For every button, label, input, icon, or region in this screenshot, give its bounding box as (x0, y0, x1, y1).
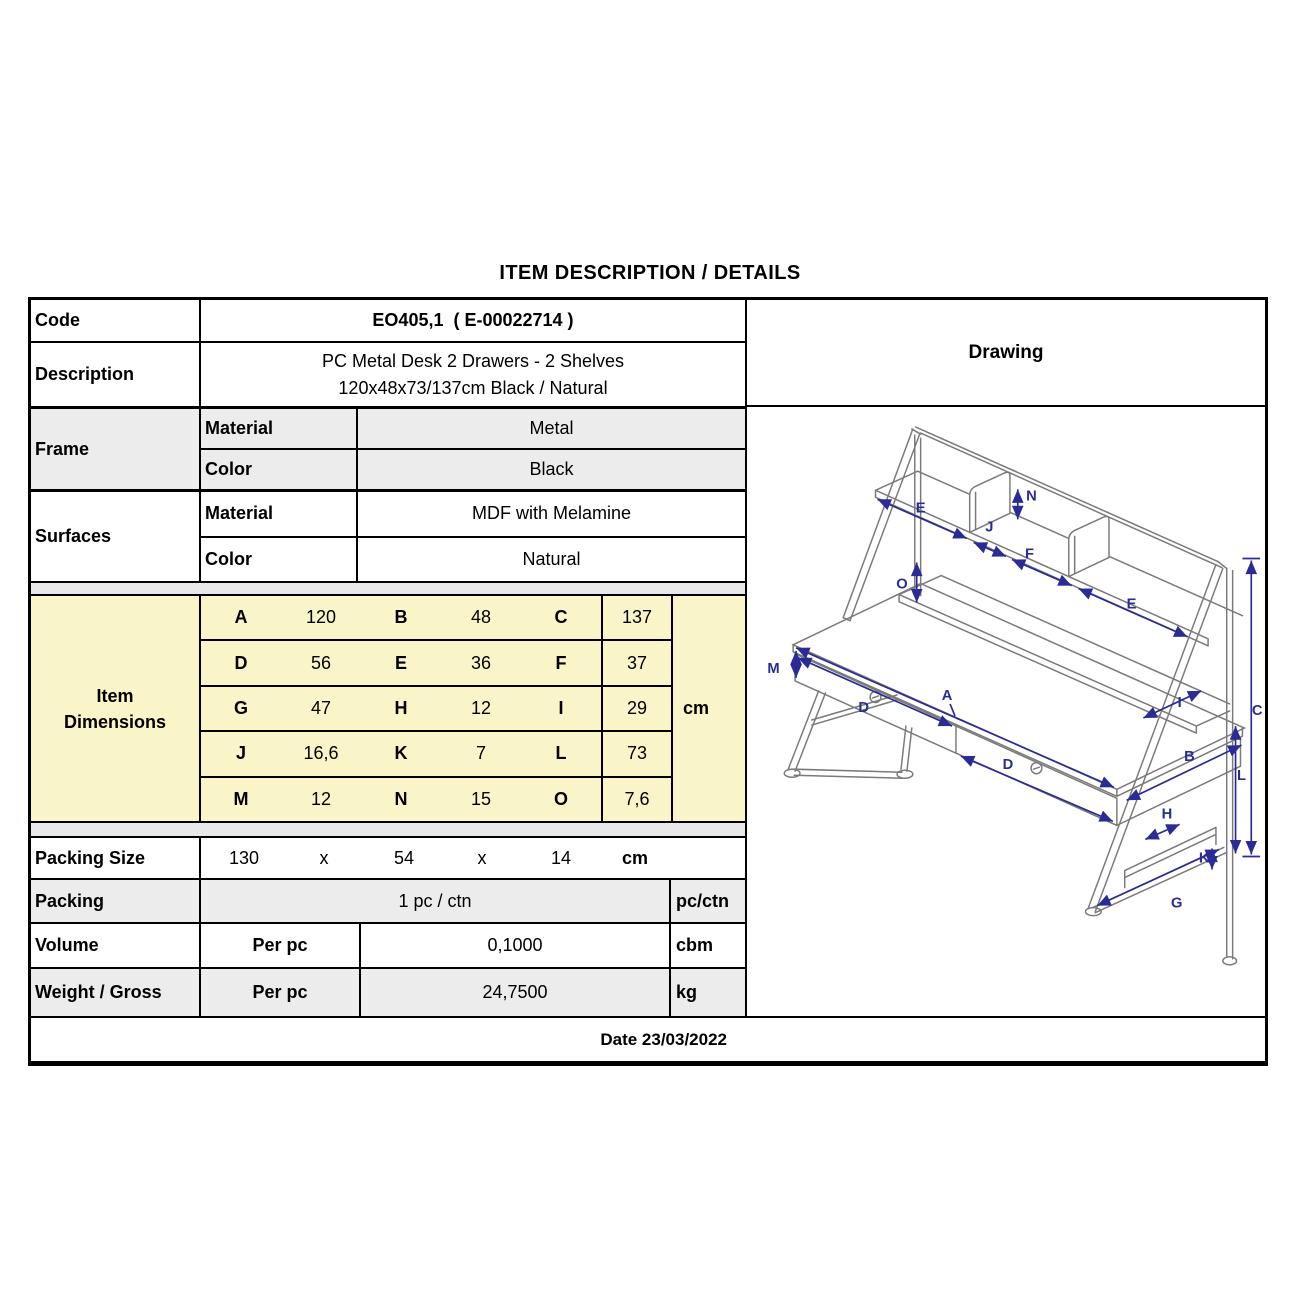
section-frame (31, 409, 745, 492)
dimensions-grid (201, 596, 671, 821)
description-label: Description (31, 343, 201, 406)
surfaces-label: Surfaces (31, 492, 201, 581)
surfaces-color-row (201, 536, 745, 582)
weight-value: 24,7500 (482, 982, 548, 1002)
row-description (31, 343, 745, 409)
volume-value: 0,1000 (487, 935, 543, 955)
row-weight-gross (31, 969, 745, 1016)
packing-unit: pc/ctn (669, 880, 745, 922)
frame-color-value: Black (529, 459, 574, 479)
surfaces-material-label: Material (201, 492, 358, 536)
dim-label-l: L (1236, 768, 1246, 785)
page-title: ITEM DESCRIPTION / DETAILS (499, 262, 801, 284)
dimensions-row: M 12 N 15 O 7,6 (201, 776, 671, 821)
packing-label: Packing (31, 880, 201, 922)
dim-label-o: O (896, 576, 908, 593)
divider-band (31, 823, 745, 838)
dim-label-c: C (1251, 702, 1263, 720)
dim-label-e2: E (1126, 596, 1137, 613)
description-value (201, 343, 745, 406)
drawing-column (747, 300, 1265, 1016)
divider-band (31, 583, 745, 596)
section-surfaces (31, 492, 745, 583)
weight-per-pc: Per pc (201, 969, 361, 1016)
dimensions-row: A 120 B 48 C 137 (201, 596, 671, 639)
item-dimensions-label: Item Dimensions (31, 596, 201, 821)
drawing-body (747, 407, 1265, 1016)
dim-label-e1: E (915, 500, 926, 517)
frame-label: Frame (31, 409, 201, 489)
dim-label-m: M (767, 660, 780, 677)
dim-label-k: K (1198, 850, 1210, 867)
dim-label-d2: D (1002, 757, 1014, 774)
dimensions-unit: cm (671, 596, 745, 821)
desk-isometric-drawing (747, 407, 1265, 1016)
left-frame-lower (784, 691, 913, 778)
surfaces-color-label: Color (201, 538, 358, 582)
dim-label-h: H (1161, 806, 1173, 823)
dim-label-j: J (985, 519, 994, 536)
dim-label-i: I (1177, 694, 1182, 712)
date-value: Date 23/03/2022 (600, 1029, 727, 1049)
row-date (31, 1016, 1265, 1061)
frame-color-label: Color (201, 450, 358, 489)
weight-label: Weight / Gross (31, 969, 201, 1016)
row-code (31, 300, 745, 343)
code-label: Code (31, 300, 201, 341)
row-volume (31, 924, 745, 969)
frame-material-value: Metal (529, 418, 574, 438)
weight-unit: kg (669, 969, 745, 1016)
dim-label-f: F (1025, 546, 1035, 563)
description-line2: 120x48x73/137cm Black / Natural (338, 377, 608, 398)
details-table (31, 300, 747, 1016)
volume-unit: cbm (669, 924, 745, 967)
spec-table-main (31, 300, 1265, 1016)
packing-size-label: Packing Size (31, 838, 201, 878)
dim-label-g: G (1170, 895, 1183, 912)
packing-value: 1 pc / ctn (398, 890, 472, 911)
volume-label: Volume (31, 924, 201, 967)
surfaces-color-value: Natural (522, 548, 581, 569)
row-packing-size (31, 838, 745, 880)
dim-label-b: B (1184, 749, 1195, 766)
description-line1: PC Metal Desk 2 Drawers - 2 Shelves (321, 350, 625, 371)
dim-label-n: N (1026, 488, 1037, 505)
dimensions-row: D 56 E 36 F 37 (201, 639, 671, 684)
frame-material-label: Material (201, 409, 358, 448)
frame-material-row (201, 409, 745, 448)
code-value: EO405,1 ( E-00022714 ) (372, 310, 574, 330)
dimensions-row: G 47 H 12 I 29 (201, 685, 671, 730)
section-item-dimensions (31, 596, 745, 823)
dim-label-a: A (941, 687, 953, 705)
drawing-header: Drawing (747, 300, 1265, 407)
packing-size-values: 130 x 54 x 14 cm (228, 847, 648, 868)
row-packing (31, 880, 745, 924)
frame-color-row (201, 448, 745, 489)
surfaces-material-value: MDF with Melamine (471, 503, 632, 524)
volume-per-pc: Per pc (201, 924, 361, 967)
spec-table (28, 297, 1268, 1066)
dim-label-d1: D (858, 699, 870, 717)
surfaces-material-row (201, 492, 745, 536)
dimensions-row: J 16,6 K 7 L 73 (201, 730, 671, 775)
